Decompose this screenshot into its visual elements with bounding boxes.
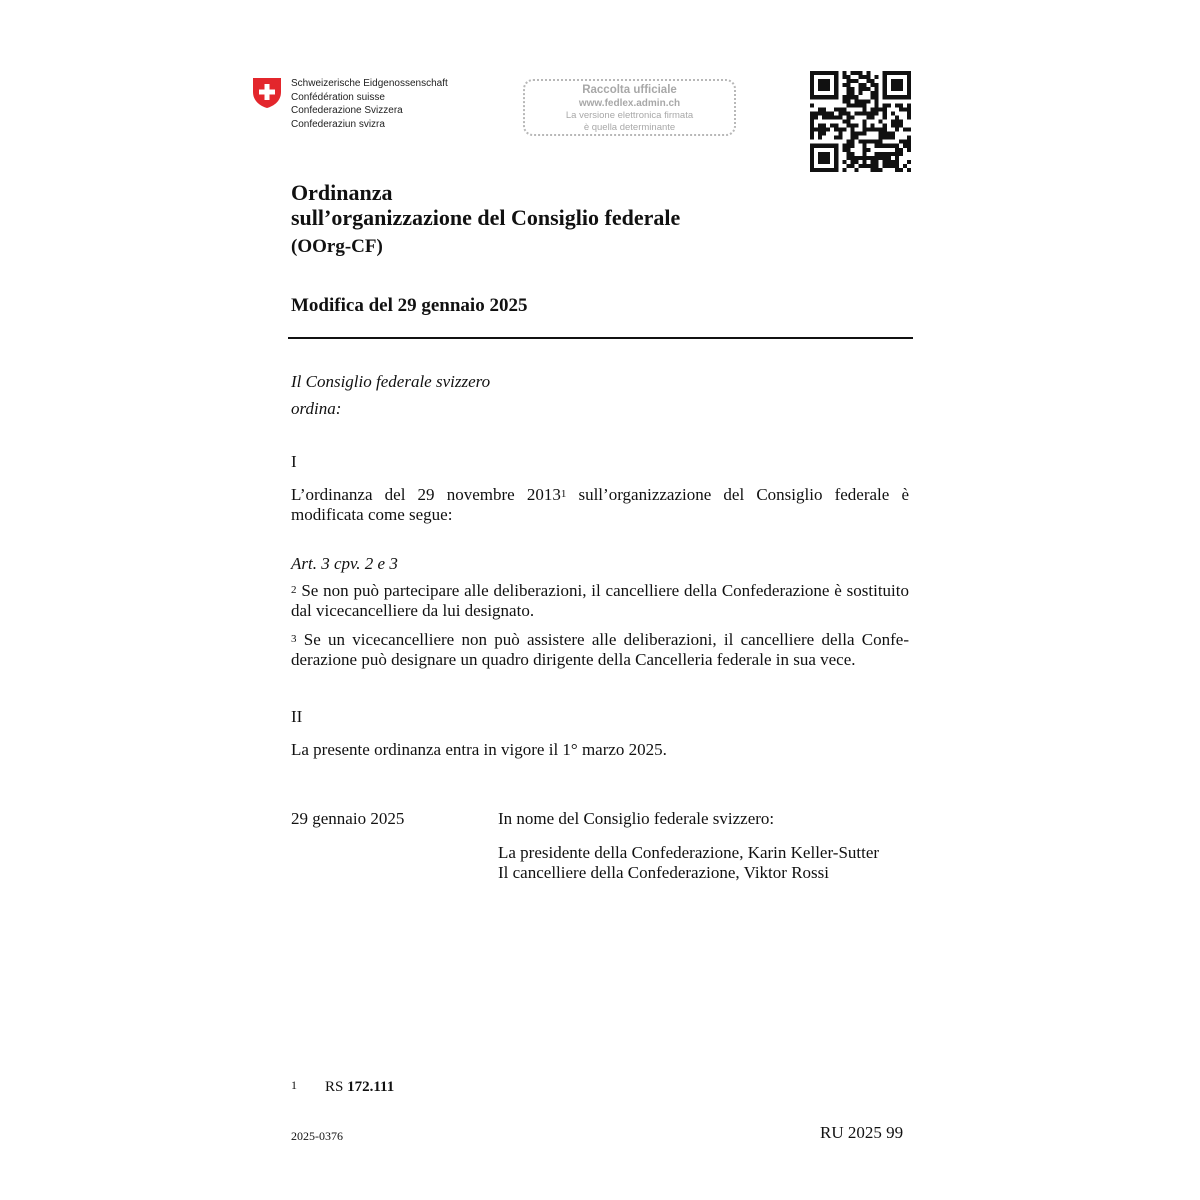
signatory-president: La presidente della Confederazione, Karin Keller-Sutter: [498, 843, 880, 862]
modification-date: Modifica del 29 gennaio 2025: [291, 295, 528, 316]
title-line-1: Ordinanza: [291, 180, 393, 205]
signatories: [498, 843, 879, 883]
paragraph-3-number: 3: [291, 633, 297, 645]
paragraph-3-text: Se un vicecancelliere non può assistere alle deliberazioni, il cancelliere della Confederazione può designare un quadro dirigente della Cancelleria federale in sua vece.: [291, 630, 909, 669]
document-title: [291, 180, 680, 259]
footnote-text: [325, 1079, 394, 1096]
section-numeral-2: II: [291, 707, 303, 726]
title-divider: [288, 337, 913, 339]
confederation-name-it: Confederazione Svizzera: [291, 105, 403, 116]
paragraph-2: [291, 581, 909, 621]
entry-into-force: La presente ordinanza entra in vigore il 1° marzo 2025.: [291, 740, 667, 759]
preamble-line-1: Il Consiglio federale svizzero: [291, 372, 491, 391]
stamp-note-1: La versione elettronica firmata: [565, 110, 694, 121]
paragraph-2-text: Se non può partecipare alle deliberazioni, il cancelliere della Confederazione è sostituito dal vicecancelliere da lui designato.: [291, 581, 909, 620]
amendment-text-start: L’ordinanza del 29 novembre 2013: [291, 485, 561, 504]
stamp-note-2: è quella determinante: [583, 122, 676, 133]
paragraph-3: [291, 630, 909, 670]
confederation-name-fr: Confédération suisse: [291, 91, 385, 103]
footnote-prefix: RS: [325, 1079, 348, 1095]
confederation-names: [291, 77, 448, 131]
signature-date: 29 gennaio 2025: [291, 809, 405, 828]
article-heading: Art. 3 cpv. 2 e 3: [291, 554, 398, 573]
footnote-number: 1: [291, 1078, 297, 1092]
qr-code-icon: [810, 71, 911, 172]
stamp-title: Raccolta ufficiale: [582, 84, 677, 96]
preamble-line-2: ordina:: [291, 399, 342, 418]
title-abbreviation: (OOrg-CF): [291, 236, 383, 257]
amendment-text-end: sull’organizzazione del Consiglio federale è modificata come segue:: [291, 485, 910, 524]
stamp-website: www.fedlex.admin.ch: [578, 98, 681, 109]
signature-on-behalf: In nome del Consiglio federale svizzero:: [498, 809, 775, 828]
section-numeral-1: I: [291, 452, 297, 471]
confederation-name-rm: Confederaziun svizra: [291, 118, 385, 130]
signatory-chancellor: Il cancelliere della Confederazione, Viktor Rossi: [498, 863, 829, 882]
document-number: 2025-0376: [291, 1129, 343, 1143]
official-collection-reference: RU 2025 99: [820, 1123, 904, 1142]
footnote-reference-number: 172.111: [347, 1079, 395, 1095]
preamble: [291, 368, 490, 422]
confederation-name-de: Schweizerische Eidgenossenschaft: [291, 78, 448, 89]
swiss-coat-of-arms-icon: [252, 77, 282, 109]
official-collection-stamp: [523, 79, 736, 136]
paragraph-2-number: 2: [291, 584, 297, 596]
footnote-reference[interactable]: 1: [560, 488, 567, 500]
amendment-paragraph: [291, 485, 909, 525]
title-line-2: sull’organizzazione del Consiglio federale: [291, 205, 681, 230]
